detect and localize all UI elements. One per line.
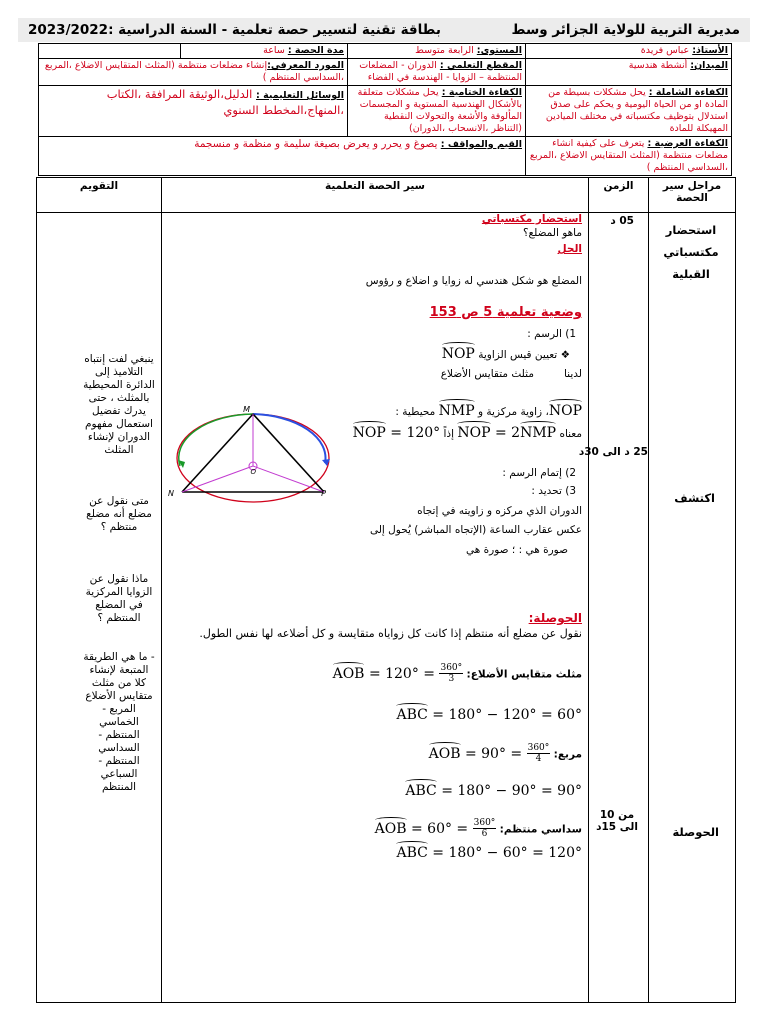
domain-cell: الميدان: أنشطة هندسية xyxy=(526,59,732,86)
label-p: P xyxy=(321,489,326,498)
evaluation-cell xyxy=(37,213,162,1003)
directorate-title: مديرية التربية للولاية الجزائر وسط xyxy=(511,22,740,38)
header-banner xyxy=(18,18,750,42)
resource-cell: المورد المعرفي:إنشاء مضلعات منتظمة (المثلث المتقايس الاضلاع ،المربع ،السداسي المنتظم ) xyxy=(39,59,348,86)
rotation-line-1: الدوران الذي مركزه و زاويته في إتجاه xyxy=(417,505,582,517)
header-eval: التقويم xyxy=(37,178,162,213)
hexagon-line-1: سداسي منتظم: AOB = 60° = $\frac{360^\circ}{6}$ xyxy=(374,818,582,839)
global-comp-cell: الكفاءة الشاملة : يحل مشكلات بسيطة من المادة او من الحياة اليومية و يحكم على صدق استدلال بتوظيف مكتسباته في مختلف الميادين المهيكلة للمادة xyxy=(526,86,732,137)
empty-cell xyxy=(39,44,181,59)
step1-text: 1) الرسم : xyxy=(527,328,576,340)
cross-comp-cell: الكفاءة العرضية : يتعرف على كيفية انشاء مضلعات منتظمة (المثلث المتقايس الاضلاع ،المربع ،السداسي المنتظم ) xyxy=(526,137,732,176)
values-value: يصوغ و يحرر و يعرض بصيغة سليمة و منظمة و منسجمة xyxy=(194,138,438,150)
times-cell xyxy=(578,213,649,1003)
time-summary: من 10 الى 15د xyxy=(596,809,638,833)
recall-question: ماهو المضلع؟ xyxy=(522,227,582,239)
level-cell: المستوى: الرابعة متوسط xyxy=(348,44,526,59)
header-stage: مراحل سير الحصة xyxy=(649,178,736,213)
rotation-line-2: عكس عقارب الساعة (الإتجاه المباشر) يُحول إلى xyxy=(369,524,582,536)
equation-2: NOP = 120° xyxy=(352,425,441,441)
time-recall: 05 د xyxy=(610,215,634,227)
square-line-2: ABC = 180° − 90° = 90° xyxy=(405,783,582,799)
summary-text: نقول عن مضلع أنه منتظم إذا كانت كل زواياه متقايسة و كل أضلاعه لها نفس الطول. xyxy=(199,627,582,640)
header-time: الزمن xyxy=(589,178,649,213)
eval-note-2: متى نقول عن مضلع أنه مضلع منتظم ؟ xyxy=(86,495,152,533)
situation-title: وضعية تعلمية 5 ص 153 xyxy=(429,305,582,320)
triangle-line-1: مثلث متقايس الأضلاع: AOB = 120° = $\frac{360^\circ}{3}$ xyxy=(332,663,582,684)
step2-text: 2) إتمام الرسم : xyxy=(502,467,576,479)
duration-value: ساعة xyxy=(263,45,285,56)
stages-cell xyxy=(649,213,736,1003)
lesson-body xyxy=(162,213,589,1003)
final-comp-value: يحل مشكلات متعلقة بالأشكال الهندسية المستوية و المجسمات المألوفة والأشعة والتحولات النقطية (التناظر ،الانسحاب ،الدوران) xyxy=(357,87,522,134)
resource-value: إنشاء مضلعات منتظمة (المثلث المتقايس الاضلاع ،المربع ،السداسي المنتظم ) xyxy=(44,60,344,83)
step1a: ❖ تعيين قيس الزاوية NOP xyxy=(441,346,570,362)
level-value: الرابعة متوسط xyxy=(415,45,474,56)
green-arc xyxy=(179,414,253,466)
blue-arc xyxy=(253,414,326,463)
triangle-circle-figure xyxy=(168,388,342,506)
sheet-title: بطاقة تقنية لتسيير حصة تعلمية - السنة الدراسية :2023/2022 xyxy=(28,22,441,38)
cross-comp-value: يتعرف على كيفية انشاء مضلعات منتظمة (المثلث المتقايس الاضلاع ،المربع ،السداسي المنتظم ) xyxy=(529,138,728,173)
eval-note-1: ينبغي لفت إنتباه التلاميذ إلى الدائرة المحيطية بالمثلث ، حتى يدرك تفضيل استعمال مفهوم الدوران لإنشاء المثلث xyxy=(83,353,155,456)
aids-cell: الوسائل التعليمية : الدليل،الوثيقة المرافقة ،الكتاب ،المنهاج،المخطط السنوي xyxy=(39,86,348,137)
stage-discover: اكتشف xyxy=(674,491,715,505)
meaning-line: معناه NOP = 2NMP إذاً NOP = 120° xyxy=(352,425,582,441)
bullet-icon: ❖ xyxy=(560,349,570,361)
side-mn xyxy=(182,414,253,492)
solution-label: الحل xyxy=(557,243,582,255)
recall-answer: المضلع هو شكل هندسي له زوايا و اضلاع و رؤوس xyxy=(365,275,582,287)
median-n xyxy=(182,466,253,492)
aids-value: الدليل،الوثيقة المرافقة ،الكتاب ،المنهاج،المخطط السنوي xyxy=(106,87,344,117)
summary-title: الحوصلة: xyxy=(528,611,582,625)
label-m: M xyxy=(243,405,250,414)
hexagon-line-2: ABC = 180° − 60° = 120° xyxy=(396,845,582,861)
step3-text: 3) تحديد : xyxy=(531,485,576,497)
stage-summary: الحوصلة xyxy=(672,825,719,839)
label-o: O xyxy=(250,468,256,476)
lesson-table xyxy=(36,177,736,1003)
rotation-line-3: صورة هي : ؛ صورة هي xyxy=(466,544,568,556)
segment-cell: المقطع التعلمي : الدوران - المضلعات المنتظمة – الزوايا - الهندسة في الفضاء xyxy=(348,59,526,86)
angles-line: NOP، زاوية مركزية و NMP محيطية : xyxy=(395,403,582,419)
stage-recall: استحضار مكتسباتي القبلية xyxy=(663,223,719,281)
domain-value: أنشطة هندسية xyxy=(628,60,688,71)
eval-note-3: ماذا نقول عن الزوايا المركزية في المضلع المنتظم ؟ xyxy=(85,573,153,624)
triangle-line-2: ABC = 180° − 120° = 60° xyxy=(396,707,582,723)
header-body: سير الحصة التعلمية xyxy=(162,178,589,213)
equation-1: NOP = 2NMP xyxy=(457,425,557,441)
label-n: N xyxy=(168,489,174,498)
eval-note-4: - ما هي الطريقة المتبعة لإنشاء كلا من مثلث متقايس الأضلاع المربع - الخماسي المنتظم - السداسي المنتظم - السباعي المنتظم xyxy=(83,651,155,793)
given-line: لدينا مثلث متقايس الأضلاع xyxy=(440,368,582,380)
final-comp-cell: الكفاءة الختامية : يحل مشكلات متعلقة بالأشكال الهندسية المستوية و المجسمات المألوفة والأشعة والتحولات النقطية (التناظر ،الانسحاب ،الدوران) xyxy=(348,86,526,137)
duration-cell: مدة الحصة : ساعة xyxy=(181,44,348,59)
values-cell: القيم والمواقف : يصوغ و يحرر و يعرض بصيغة سليمة و منظمة و منسجمة xyxy=(39,137,526,176)
global-comp-value: يحل مشكلات بسيطة من المادة او من الحياة اليومية و يحكم على صدق استدلال بتوظيف مكتسباته في مختلف الميادين المهيكلة للمادة xyxy=(545,87,728,134)
recall-title: استحضار مكتسباتي xyxy=(481,213,582,225)
time-discover: 25 د الى 30د xyxy=(578,446,648,458)
info-table xyxy=(38,43,732,176)
median-p xyxy=(253,466,324,492)
square-line-1: مربع: AOB = 90° = $\frac{360^\circ}{4}$ xyxy=(428,743,582,764)
teacher-name: عباس فريدة xyxy=(640,45,690,56)
segment-value: الدوران - المضلعات المنتظمة – الزوايا - الهندسة في الفضاء xyxy=(359,60,522,83)
side-mp xyxy=(253,414,324,492)
teacher-cell: الأستاذ: عباس فريدة xyxy=(526,44,732,59)
